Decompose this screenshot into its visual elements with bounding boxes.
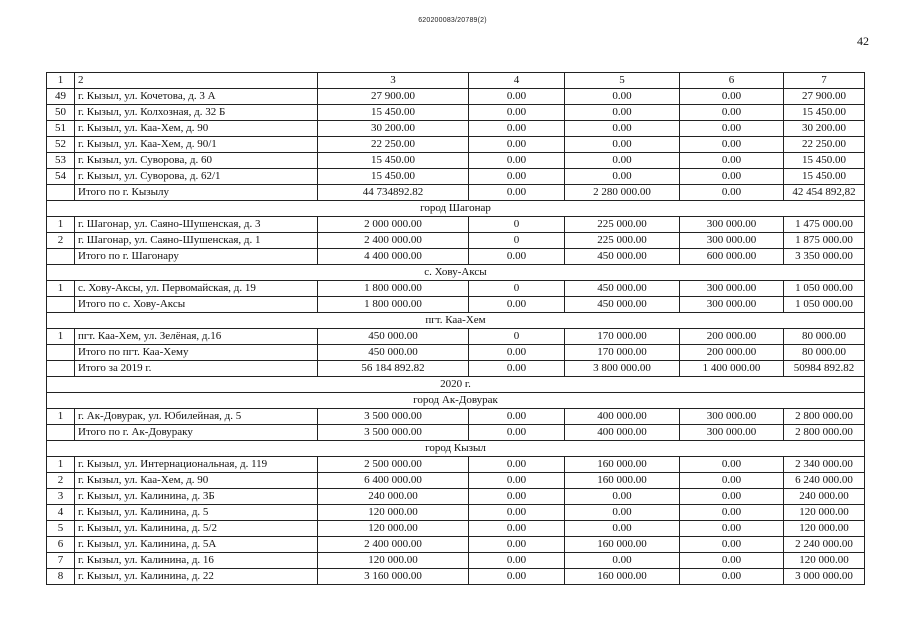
address-cell: Итого по г. Кызылу [75, 185, 318, 201]
col3-cell: 6 400 000.00 [318, 473, 469, 489]
col4-cell: 0 [469, 233, 565, 249]
col5-cell: 160 000.00 [565, 537, 680, 553]
col4-cell: 4 [469, 73, 565, 89]
col7-cell: 120 000.00 [784, 553, 865, 569]
col3-cell: 450 000.00 [318, 329, 469, 345]
address-cell: Итого по г. Шагонару [75, 249, 318, 265]
col7-cell: 2 800 000.00 [784, 409, 865, 425]
col7-cell: 50984 892.82 [784, 361, 865, 377]
col7-cell: 80 000.00 [784, 345, 865, 361]
col7-cell: 1 875 000.00 [784, 233, 865, 249]
table-row [47, 521, 865, 537]
col3-cell: 15 450.00 [318, 169, 469, 185]
col7-cell: 80 000.00 [784, 329, 865, 345]
col5-cell: 3 800 000.00 [565, 361, 680, 377]
col7-cell: 2 800 000.00 [784, 425, 865, 441]
table-row [47, 345, 865, 361]
section-title: город Шагонар [47, 201, 865, 217]
row-number-cell: 53 [47, 153, 75, 169]
col6-cell: 300 000.00 [680, 425, 784, 441]
col6-cell: 1 400 000.00 [680, 361, 784, 377]
col6-cell: 0.00 [680, 537, 784, 553]
address-cell: г. Кызыл, ул. Интернациональная, д. 119 [75, 457, 318, 473]
col3-cell: 450 000.00 [318, 345, 469, 361]
section-title: с. Хову-Аксы [47, 265, 865, 281]
col5-cell: 0.00 [565, 153, 680, 169]
address-cell: г. Кызыл, ул. Суворова, д. 62/1 [75, 169, 318, 185]
col6-cell: 0.00 [680, 153, 784, 169]
address-cell: г. Кызыл, ул. Калинина, д. 3Б [75, 489, 318, 505]
col5-cell: 225 000.00 [565, 217, 680, 233]
row-number-cell [47, 425, 75, 441]
table-row [47, 105, 865, 121]
table-row [47, 409, 865, 425]
row-number-cell: 1 [47, 329, 75, 345]
row-number-cell: 52 [47, 137, 75, 153]
address-cell: г. Шагонар, ул. Саяно-Шушенская, д. 3 [75, 217, 318, 233]
col4-cell: 0 [469, 329, 565, 345]
row-number-cell [47, 249, 75, 265]
row-number-cell: 1 [47, 457, 75, 473]
row-number-cell: 4 [47, 505, 75, 521]
col4-cell: 0.00 [469, 89, 565, 105]
col5-cell: 160 000.00 [565, 473, 680, 489]
col6-cell: 0.00 [680, 521, 784, 537]
row-number-cell [47, 361, 75, 377]
row-number-cell: 2 [47, 233, 75, 249]
table-row [47, 121, 865, 137]
address-cell: Итого по г. Ак-Довураку [75, 425, 318, 441]
col6-cell: 200 000.00 [680, 329, 784, 345]
col3-cell: 27 900.00 [318, 89, 469, 105]
col4-cell: 0.00 [469, 409, 565, 425]
col3-cell: 1 800 000.00 [318, 297, 469, 313]
col7-cell: 22 250.00 [784, 137, 865, 153]
col3-cell: 3 500 000.00 [318, 409, 469, 425]
col6-cell: 0.00 [680, 185, 784, 201]
col5-cell: 400 000.00 [565, 409, 680, 425]
col5-cell: 400 000.00 [565, 425, 680, 441]
section-header-row [47, 377, 865, 393]
col7-cell: 15 450.00 [784, 105, 865, 121]
col7-cell: 1 050 000.00 [784, 281, 865, 297]
document-id: 620200083/20789(2) [418, 17, 487, 24]
address-cell: г. Кызыл, ул. Калинина, д. 16 [75, 553, 318, 569]
col3-cell: 120 000.00 [318, 505, 469, 521]
table-row [47, 297, 865, 313]
col4-cell: 0.00 [469, 105, 565, 121]
col5-cell: 0.00 [565, 89, 680, 105]
table-row [47, 361, 865, 377]
col5-cell: 0.00 [565, 553, 680, 569]
address-cell: с. Хову-Аксы, ул. Первомайская, д. 19 [75, 281, 318, 297]
col4-cell: 0.00 [469, 569, 565, 585]
col5-cell: 225 000.00 [565, 233, 680, 249]
col4-cell: 0.00 [469, 521, 565, 537]
col3-cell: 2 400 000.00 [318, 233, 469, 249]
table-row [47, 137, 865, 153]
address-cell: Итого за 2019 г. [75, 361, 318, 377]
col3-cell: 3 160 000.00 [318, 569, 469, 585]
col5-cell: 0.00 [565, 121, 680, 137]
col5-cell: 0.00 [565, 521, 680, 537]
address-cell: г. Кызыл, ул. Каа-Хем, д. 90 [75, 121, 318, 137]
col3-cell: 4 400 000.00 [318, 249, 469, 265]
data-table [46, 72, 865, 585]
table-row [47, 153, 865, 169]
col4-cell: 0.00 [469, 249, 565, 265]
table-row [47, 185, 865, 201]
col6-cell: 300 000.00 [680, 281, 784, 297]
address-cell: Итого по с. Хову-Аксы [75, 297, 318, 313]
col6-cell: 0.00 [680, 457, 784, 473]
col4-cell: 0.00 [469, 537, 565, 553]
col4-cell: 0.00 [469, 137, 565, 153]
col7-cell: 120 000.00 [784, 521, 865, 537]
col6-cell: 0.00 [680, 89, 784, 105]
col6-cell: 0.00 [680, 489, 784, 505]
col6-cell: 0.00 [680, 169, 784, 185]
col7-cell: 1 475 000.00 [784, 217, 865, 233]
col3-cell: 56 184 892.82 [318, 361, 469, 377]
col3-cell: 240 000.00 [318, 489, 469, 505]
col7-cell: 27 900.00 [784, 89, 865, 105]
table-row [47, 281, 865, 297]
row-number-cell: 1 [47, 409, 75, 425]
col6-cell: 0.00 [680, 105, 784, 121]
row-number-cell: 8 [47, 569, 75, 585]
row-number-cell: 3 [47, 489, 75, 505]
col7-cell: 30 200.00 [784, 121, 865, 137]
col4-cell: 0.00 [469, 473, 565, 489]
table-body [47, 73, 865, 585]
col5-cell: 450 000.00 [565, 297, 680, 313]
col3-cell: 15 450.00 [318, 153, 469, 169]
table-row [47, 217, 865, 233]
row-number-cell: 49 [47, 89, 75, 105]
col3-cell: 22 250.00 [318, 137, 469, 153]
col4-cell: 0.00 [469, 185, 565, 201]
row-number-cell: 5 [47, 521, 75, 537]
row-number-cell: 51 [47, 121, 75, 137]
col6-cell: 0.00 [680, 505, 784, 521]
col3-cell: 3 [318, 73, 469, 89]
page-number: 42 [857, 34, 869, 48]
col3-cell: 120 000.00 [318, 521, 469, 537]
section-title: пгт. Каа-Хем [47, 313, 865, 329]
col3-cell: 2 500 000.00 [318, 457, 469, 473]
col5-cell: 5 [565, 73, 680, 89]
col7-cell: 7 [784, 73, 865, 89]
section-title: 2020 г. [47, 377, 865, 393]
col5-cell: 450 000.00 [565, 249, 680, 265]
col6-cell: 600 000.00 [680, 249, 784, 265]
table-row [47, 233, 865, 249]
address-cell: г. Кызыл, ул. Суворова, д. 60 [75, 153, 318, 169]
col7-cell: 120 000.00 [784, 505, 865, 521]
col5-cell: 2 280 000.00 [565, 185, 680, 201]
col6-cell: 0.00 [680, 553, 784, 569]
col6-cell: 0.00 [680, 473, 784, 489]
col5-cell: 170 000.00 [565, 345, 680, 361]
row-number-cell: 7 [47, 553, 75, 569]
address-cell: г. Шагонар, ул. Саяно-Шушенская, д. 1 [75, 233, 318, 249]
row-number-cell: 1 [47, 217, 75, 233]
table-row [47, 329, 865, 345]
table-row [47, 537, 865, 553]
col4-cell: 0.00 [469, 457, 565, 473]
col4-cell: 0.00 [469, 361, 565, 377]
col6-cell: 300 000.00 [680, 217, 784, 233]
address-cell: 2 [75, 73, 318, 89]
col7-cell: 1 050 000.00 [784, 297, 865, 313]
row-number-cell [47, 345, 75, 361]
address-cell: пгт. Каа-Хем, ул. Зелёная, д.16 [75, 329, 318, 345]
col4-cell: 0.00 [469, 489, 565, 505]
col3-cell: 15 450.00 [318, 105, 469, 121]
col7-cell: 6 240 000.00 [784, 473, 865, 489]
col7-cell: 15 450.00 [784, 153, 865, 169]
col4-cell: 0.00 [469, 425, 565, 441]
col5-cell: 170 000.00 [565, 329, 680, 345]
col6-cell: 300 000.00 [680, 297, 784, 313]
section-title: город Кызыл [47, 441, 865, 457]
section-title: город Ак-Довурак [47, 393, 865, 409]
row-number-cell [47, 185, 75, 201]
address-cell: г. Ак-Довурак, ул. Юбилейная, д. 5 [75, 409, 318, 425]
table-row [47, 553, 865, 569]
row-number-cell: 50 [47, 105, 75, 121]
row-number-cell [47, 297, 75, 313]
col4-cell: 0.00 [469, 169, 565, 185]
table-row [47, 425, 865, 441]
address-cell: г. Кызыл, ул. Калинина, д. 5/2 [75, 521, 318, 537]
table-row [47, 569, 865, 585]
address-cell: Итого по пгт. Каа-Хему [75, 345, 318, 361]
col4-cell: 0.00 [469, 345, 565, 361]
section-header-row [47, 265, 865, 281]
col5-cell: 160 000.00 [565, 569, 680, 585]
table-row [47, 249, 865, 265]
row-number-cell: 1 [47, 281, 75, 297]
col4-cell: 0.00 [469, 297, 565, 313]
address-cell: г. Кызыл, ул. Каа-Хем, д. 90/1 [75, 137, 318, 153]
address-cell: г. Кызыл, ул. Кочетова, д. 3 А [75, 89, 318, 105]
col6-cell: 0.00 [680, 137, 784, 153]
col7-cell: 15 450.00 [784, 169, 865, 185]
table-row [47, 489, 865, 505]
col6-cell: 6 [680, 73, 784, 89]
address-cell: г. Кызыл, ул. Колхозная, д. 32 Б [75, 105, 318, 121]
col6-cell: 300 000.00 [680, 409, 784, 425]
col7-cell: 42 454 892,82 [784, 185, 865, 201]
address-cell: г. Кызыл, ул. Калинина, д. 5 [75, 505, 318, 521]
col3-cell: 1 800 000.00 [318, 281, 469, 297]
col6-cell: 200 000.00 [680, 345, 784, 361]
col3-cell: 120 000.00 [318, 553, 469, 569]
col5-cell: 450 000.00 [565, 281, 680, 297]
col7-cell: 240 000.00 [784, 489, 865, 505]
section-header-row [47, 201, 865, 217]
table-row [47, 73, 865, 89]
section-header-row [47, 393, 865, 409]
col5-cell: 0.00 [565, 169, 680, 185]
col5-cell: 160 000.00 [565, 457, 680, 473]
table-row [47, 169, 865, 185]
address-cell: г. Кызыл, ул. Калинина, д. 22 [75, 569, 318, 585]
address-cell: г. Кызыл, ул. Каа-Хем, д. 90 [75, 473, 318, 489]
col3-cell: 3 500 000.00 [318, 425, 469, 441]
col7-cell: 2 340 000.00 [784, 457, 865, 473]
col3-cell: 44 734892.82 [318, 185, 469, 201]
col5-cell: 0.00 [565, 489, 680, 505]
row-number-cell: 6 [47, 537, 75, 553]
col7-cell: 3 000 000.00 [784, 569, 865, 585]
col3-cell: 2 400 000.00 [318, 537, 469, 553]
table-row [47, 505, 865, 521]
section-header-row [47, 441, 865, 457]
col4-cell: 0.00 [469, 505, 565, 521]
col3-cell: 30 200.00 [318, 121, 469, 137]
section-header-row [47, 313, 865, 329]
row-number-cell: 54 [47, 169, 75, 185]
col4-cell: 0 [469, 217, 565, 233]
row-number-cell: 2 [47, 473, 75, 489]
col4-cell: 0.00 [469, 553, 565, 569]
col5-cell: 0.00 [565, 137, 680, 153]
col7-cell: 2 240 000.00 [784, 537, 865, 553]
col6-cell: 0.00 [680, 569, 784, 585]
col6-cell: 0.00 [680, 121, 784, 137]
address-cell: г. Кызыл, ул. Калинина, д. 5А [75, 537, 318, 553]
table-row [47, 473, 865, 489]
col7-cell: 3 350 000.00 [784, 249, 865, 265]
table-row [47, 457, 865, 473]
col3-cell: 2 000 000.00 [318, 217, 469, 233]
col5-cell: 0.00 [565, 105, 680, 121]
col4-cell: 0 [469, 281, 565, 297]
col5-cell: 0.00 [565, 505, 680, 521]
table-row [47, 89, 865, 105]
col4-cell: 0.00 [469, 121, 565, 137]
row-number-cell: 1 [47, 73, 75, 89]
col4-cell: 0.00 [469, 153, 565, 169]
col6-cell: 300 000.00 [680, 233, 784, 249]
